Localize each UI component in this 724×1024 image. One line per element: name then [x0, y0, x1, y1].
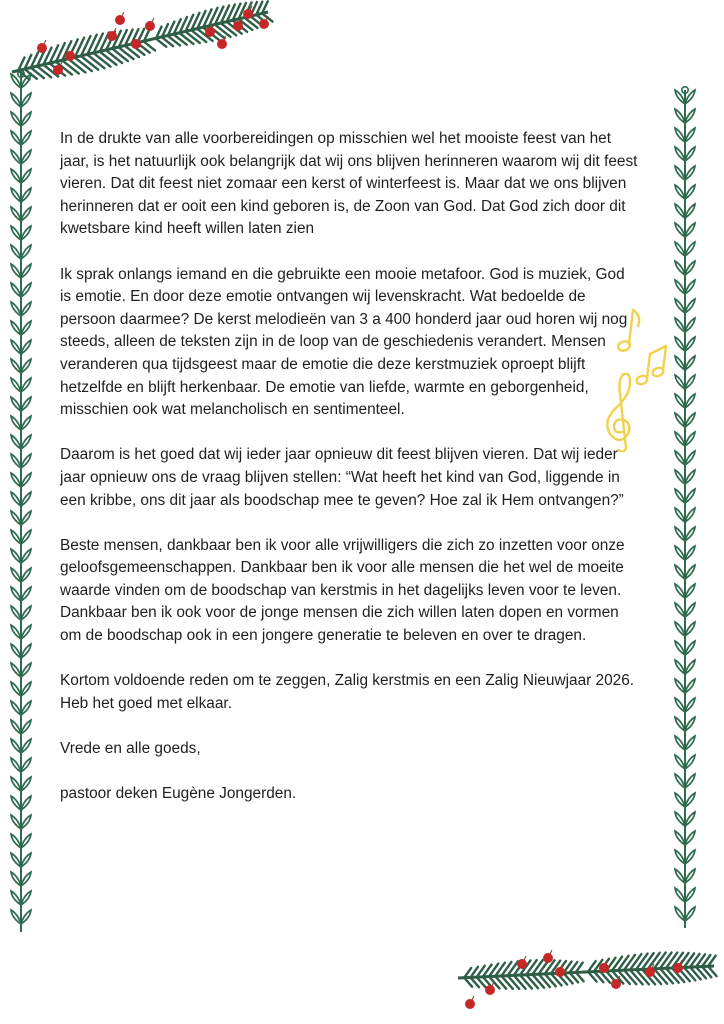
paragraph: Kortom voldoende reden om te zeggen, Zalig kerstmis en een Zalig Nieuwjaar 2026. Heb het goed met elkaar.	[60, 672, 635, 712]
right-vine	[670, 82, 700, 932]
left-vine	[6, 66, 36, 936]
vine-icon	[675, 87, 695, 928]
signature: pastoor deken Eugène Jongerden.	[60, 785, 297, 803]
paragraph: In de drukte van alle voorbereidingen op misschien wel het mooiste feest van het jaar, is het natuurlijk ook belangrijk dat wij ons blijven herinneren waarom wij dit feest vieren. Dat dit feest niet zomaar een kerst of winterfeest is. Maar dat we ons blijven herinneren dat er ooit een kind geboren is, de Zoon van God. Dat God zich door dit kwetsbare kind heeft willen laten zien	[60, 130, 638, 238]
paragraph: Beste mensen, dankbaar ben ik voor alle vrijwilligers die zich zo inzetten voor onze geloofsgemeenschappen. Dankbaar ben ik voor alle mensen die het wel de moeite waarde vinden om de boodschap van kerstmis in het dagelijks leven voor te leven. Dankbaar ben ik ook voor de jonge mensen die zich willen laten dopen en vormen om de boodschap ook in een jongere generatie te beleven en over te dragen.	[60, 536, 625, 645]
paragraph: Ik sprak onlangs iemand en die gebruikte een mooie metafoor. God is muziek, God is emotie. En door deze emotie ontvangen wij levenskracht. Wat bedoelde de persoon daarmee? De kerst melodieën van 3 a 400 honderd jaar oud horen wij nog steeds, alleen de teksten zijn in de loop van de geschiedenis verandert. Mensen veranderen qua tijdsgeest maar de emotie die deze kerstmuziek oproept blijft hetzelfde en blijft herkenbaar. De emotie van liefde, warmte en geborgenheid, misschien ook wat melancholisch en sentimenteel.	[60, 265, 628, 419]
top-pine-branch	[0, 0, 300, 100]
closing-greeting: Vrede en alle goeds,	[60, 740, 201, 758]
bottom-pine-branch	[452, 944, 722, 1024]
letter-body	[60, 128, 640, 828]
vine-icon	[11, 71, 31, 932]
pine-branch-icon	[458, 950, 717, 1009]
pine-branch-icon	[12, 1, 273, 79]
paragraph: Daarom is het goed dat wij ieder jaar opnieuw dit feest blijven vieren. Dat wij ieder jaar opnieuw ons de vraag blijven stellen: “Wat heeft het kind van God, liggende in een kribbe, ons dit jaar als boodschap mee te geven? Hoe zal ik Hem ontvangen?”	[60, 446, 624, 509]
